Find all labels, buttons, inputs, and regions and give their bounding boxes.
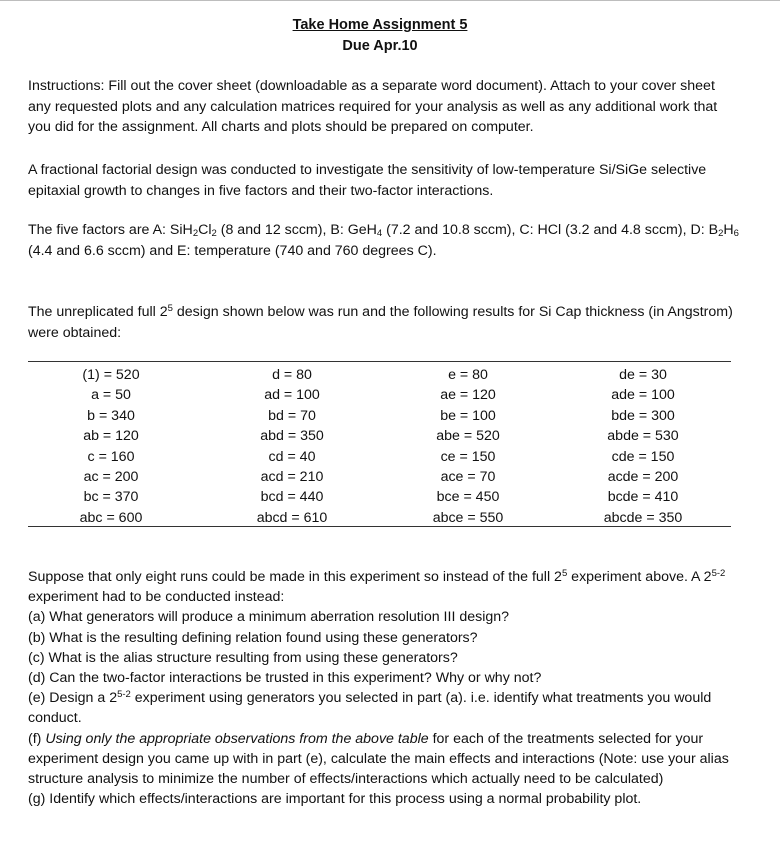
table-column-1 xyxy=(21,365,201,528)
table-cell: ade = 100 xyxy=(611,387,675,404)
table-cell: ae = 120 xyxy=(440,387,496,404)
question-d: (d) Can the two-factor interactions be trusted in this experiment? Why or why not? xyxy=(28,670,542,687)
question-g: (g) Identify which effects/interactions are important for this process using a normal probability plot. xyxy=(28,791,642,808)
table-cell: c = 160 xyxy=(87,448,135,465)
table-cell: acde = 200 xyxy=(607,468,679,485)
table-cell: b = 340 xyxy=(87,407,135,424)
table-bottom-rule xyxy=(28,526,731,527)
table-cell: ab = 120 xyxy=(83,428,139,445)
table-cell: bc = 370 xyxy=(83,489,139,506)
top-border xyxy=(0,0,780,1)
table-cell: acd = 210 xyxy=(260,468,324,485)
table-cell: abcde = 350 xyxy=(603,509,683,526)
question-a: (a) What generators will produce a minimum aberration resolution III design? xyxy=(28,609,510,626)
question-b: (b) What is the resulting defining relation found using these generators? xyxy=(28,629,478,646)
table-cell: abce = 550 xyxy=(432,509,504,526)
table-cell: abc = 600 xyxy=(79,509,143,526)
table-cell: abe = 520 xyxy=(436,428,500,445)
table-top-rule xyxy=(28,361,731,362)
table-cell: bcde = 410 xyxy=(607,489,679,506)
table-column-3 xyxy=(378,365,558,528)
questions-intro: Suppose that only eight runs could be made in this experiment so instead of the full $2^5$ experiment above. A 2$^{5-2}$ experiment had to be conducted instead: xyxy=(28,568,726,606)
table-cell: ce = 150 xyxy=(440,448,496,465)
question-f: (f) Using only the appropriate observations from the above table for each of the treatments selected for your experiment design you came up with in part (e), calculate the main effects and interactions (Note: use your alias structure analysis to minimize the number of effects/interactions which actually need to be calculated) xyxy=(28,730,729,788)
table-cell: (1) = 520 xyxy=(82,367,140,383)
table-cell: abd = 350 xyxy=(260,428,324,445)
questions-section xyxy=(28,567,740,809)
table-cell: ac = 200 xyxy=(83,468,139,485)
question-c: (c) What is the alias structure resulting from using these generators? xyxy=(28,649,458,666)
table-cell: abde = 530 xyxy=(607,428,679,445)
table-cell: cde = 150 xyxy=(611,448,675,465)
table-cell: a = 50 xyxy=(91,387,131,404)
table-cell: ad = 100 xyxy=(264,387,320,404)
table-cell: bce = 450 xyxy=(436,489,500,506)
due-date: Due Apr.10 xyxy=(342,38,418,54)
table-cell: bde = 300 xyxy=(611,407,675,424)
factors-paragraph: The five factors are A: $SiH_2Cl_2$ (8 and 12 sccm), B: GeH$_4$ (7.2 and 10.8 sccm), C: HCl (3.2 and 4.8 sccm), D: $B_2H_6$ (4.4 and 6.6 sccm) and E: temperature (740 and 760 degrees C). xyxy=(28,222,739,259)
assignment-title: Take Home Assignment 5 xyxy=(292,17,468,33)
question-e: (e) Design a 2$^{5-2}$ experiment using generators you selected in part (a). i.e. identify what treatments you would conduct. xyxy=(28,689,712,727)
table-cell: bd = 70 xyxy=(268,407,316,424)
table-cell: bcd = 440 xyxy=(260,489,324,506)
intro-paragraph: A fractional factorial design was conducted to investigate the sensitivity of low-temperature Si/SiGe selective epitaxial growth to changes in five factors and their two-factor interactions. xyxy=(28,162,707,199)
table-cell: e = 80 xyxy=(448,367,488,383)
table-cell: be = 100 xyxy=(440,407,496,424)
table-column-2 xyxy=(202,365,382,528)
instructions-paragraph: Instructions: Fill out the cover sheet (downloadable as a separate word document). Attach to your cover sheet any requested plots and any calculation matrices required for your analysis as well as any additional work that you did for the assignment. All charts and plots should be prepared on computer. xyxy=(28,78,718,135)
table-cell: ace = 70 xyxy=(440,468,496,485)
table-column-4 xyxy=(553,365,733,528)
design-paragraph: The unreplicated full $2^5$ design shown below was run and the following results for Si Cap thickness (in Angstrom) were obtained: xyxy=(28,303,733,341)
table-cell: de = 30 xyxy=(619,367,667,383)
table-cell: cd = 40 xyxy=(268,448,316,465)
table-cell: abcd = 610 xyxy=(256,509,328,526)
table-cell: d = 80 xyxy=(272,367,312,383)
